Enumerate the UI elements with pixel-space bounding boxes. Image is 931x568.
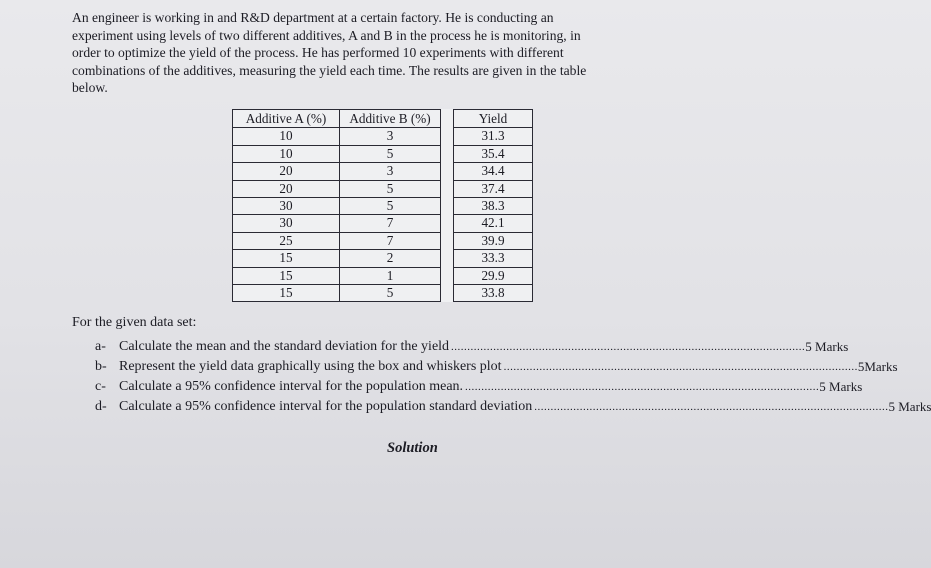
cell-yield: 33.3 xyxy=(454,250,533,267)
cell-additive-b: 2 xyxy=(340,250,441,267)
table-row xyxy=(233,198,533,215)
cell-additive-a: 15 xyxy=(233,267,340,284)
cell-additive-a: 10 xyxy=(233,145,340,162)
cell-additive-a: 10 xyxy=(233,128,340,145)
header-additive-b: Additive B (%) xyxy=(340,110,441,128)
table-header-row xyxy=(233,110,533,128)
table-row xyxy=(233,232,533,249)
table-gap xyxy=(441,180,454,197)
cell-additive-b: 7 xyxy=(340,215,441,232)
problem-line: experiment using levels of two different additives, A and B in the process he is monitoring, in xyxy=(72,27,581,43)
question-item xyxy=(95,337,849,357)
cell-additive-b: 3 xyxy=(340,128,441,145)
table-gap xyxy=(441,145,454,162)
table-gap xyxy=(441,232,454,249)
cell-yield: 35.4 xyxy=(454,145,533,162)
table-row xyxy=(233,163,533,180)
cell-yield: 33.8 xyxy=(454,285,533,302)
cell-yield: 39.9 xyxy=(454,232,533,249)
table-row xyxy=(233,285,533,302)
cell-additive-a: 15 xyxy=(233,285,340,302)
dot-leader: ............................................................................................................. xyxy=(451,341,806,353)
cell-additive-a: 20 xyxy=(233,163,340,180)
header-yield: Yield xyxy=(454,110,533,128)
question-item xyxy=(95,377,863,397)
cell-additive-b: 5 xyxy=(340,285,441,302)
cell-additive-b: 5 xyxy=(340,145,441,162)
question-marks: 5 Marks xyxy=(819,379,863,394)
given-label: For the given data set: xyxy=(72,315,197,330)
cell-additive-a: 30 xyxy=(233,198,340,215)
cell-yield: 37.4 xyxy=(454,180,533,197)
table-body xyxy=(233,128,533,302)
question-marks: 5Marks xyxy=(857,359,898,374)
table-gap xyxy=(441,267,454,284)
table-row xyxy=(233,215,533,232)
table-gap xyxy=(441,250,454,267)
table-row xyxy=(233,180,533,197)
question-letter: a- xyxy=(95,339,106,354)
table-gap xyxy=(441,285,454,302)
table-row xyxy=(233,128,533,145)
question-text: Calculate the mean and the standard deviation for the yield xyxy=(119,339,450,354)
cell-yield: 38.3 xyxy=(454,198,533,215)
question-letter: c- xyxy=(95,379,106,394)
dot-leader: ............................................................................................................. xyxy=(503,361,858,373)
cell-yield: 31.3 xyxy=(454,128,533,145)
solution-label: Solution xyxy=(387,440,438,456)
question-item xyxy=(95,357,898,377)
problem-line: below. xyxy=(72,80,108,96)
data-table-container xyxy=(232,109,533,302)
problem-line: order to optimize the yield of the process. He has performed 10 experiments with different xyxy=(72,45,564,61)
question-list xyxy=(95,337,931,417)
table-gap xyxy=(441,163,454,180)
table-gap xyxy=(441,198,454,215)
cell-yield: 42.1 xyxy=(454,215,533,232)
question-letter: d- xyxy=(95,399,107,414)
cell-additive-a: 30 xyxy=(233,215,340,232)
question-marks: 5 Marks xyxy=(888,399,931,414)
problem-statement xyxy=(72,9,664,97)
table-gap xyxy=(441,128,454,145)
question-text: Represent the yield data graphically using the box and whiskers plot xyxy=(119,359,502,374)
problem-line: combinations of the additives, measuring the yield each time. The results are given in the table xyxy=(72,62,587,78)
table-row xyxy=(233,145,533,162)
question-letter: b- xyxy=(95,359,107,374)
cell-additive-b: 7 xyxy=(340,232,441,249)
experiment-results-table xyxy=(232,109,533,302)
question-item xyxy=(95,397,931,417)
cell-yield: 34.4 xyxy=(454,163,533,180)
problem-line: An engineer is working in and R&D department at a certain factory. He is conducting an xyxy=(72,10,554,25)
cell-yield: 29.9 xyxy=(454,267,533,284)
cell-additive-a: 20 xyxy=(233,180,340,197)
table-row xyxy=(233,267,533,284)
question-text: Calculate a 95% confidence interval for the population standard deviation xyxy=(119,399,533,414)
cell-additive-b: 5 xyxy=(340,198,441,215)
table-row xyxy=(233,250,533,267)
dot-leader: ............................................................................................................. xyxy=(465,381,820,393)
table-gap xyxy=(441,215,454,232)
question-marks: 5 Marks xyxy=(805,339,849,354)
header-additive-a: Additive A (%) xyxy=(233,110,340,128)
cell-additive-b: 5 xyxy=(340,180,441,197)
dot-leader: ............................................................................................................. xyxy=(534,401,889,413)
table-gap xyxy=(441,110,454,128)
question-text: Calculate a 95% confidence interval for the population mean. xyxy=(119,379,464,394)
cell-additive-b: 3 xyxy=(340,163,441,180)
cell-additive-a: 25 xyxy=(233,232,340,249)
cell-additive-a: 15 xyxy=(233,250,340,267)
cell-additive-b: 1 xyxy=(340,267,441,284)
